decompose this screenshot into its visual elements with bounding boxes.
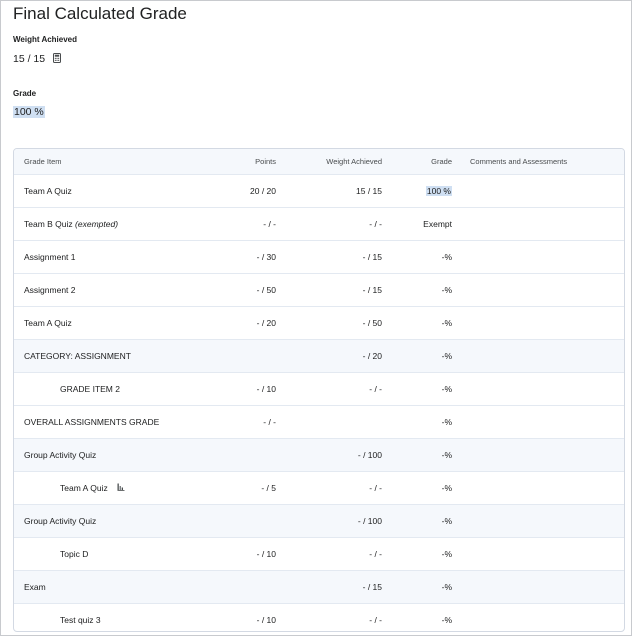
row-grade: -% [441, 582, 452, 592]
table-row [14, 537, 624, 570]
row-grade: -% [441, 384, 452, 394]
weight-achieved-row [13, 53, 61, 66]
row-weight: - / - [369, 615, 382, 625]
table-row [14, 174, 624, 207]
row-weight: - / - [369, 219, 382, 229]
row-weight: - / 15 [362, 582, 382, 592]
row-grade: -% [441, 285, 452, 295]
category-row [14, 570, 624, 603]
row-weight: - / 15 [362, 252, 382, 262]
exempted-note: (exempted) [75, 219, 119, 229]
weight-achieved-value: 15 / 15 [13, 53, 46, 65]
category-row [14, 504, 624, 537]
row-points: - / 50 [256, 285, 276, 295]
row-name-text: Team A Quiz [60, 483, 108, 493]
row-points: - / 20 [256, 318, 276, 328]
row-points: - / 10 [256, 549, 276, 559]
header-points: Points [255, 157, 276, 166]
row-points: - / 30 [256, 252, 276, 262]
row-points: - / - [263, 219, 276, 229]
row-points: 20 / 20 [250, 186, 276, 196]
row-name: Test quiz 3 [60, 615, 101, 625]
row-weight: - / 15 [362, 285, 382, 295]
row-name: Team A Quiz [24, 318, 72, 328]
row-weight: - / - [369, 384, 382, 394]
row-name: Team A Quiz [24, 186, 72, 196]
row-name: Exam [24, 582, 46, 592]
row-weight: - / - [369, 483, 382, 493]
row-points: - / 10 [256, 615, 276, 625]
header-grade: Grade [431, 157, 452, 166]
table-row [14, 471, 624, 504]
row-name: CATEGORY: ASSIGNMENT [24, 351, 131, 361]
table-row [14, 603, 624, 632]
row-grade: -% [441, 351, 452, 361]
row-grade: Exempt [423, 219, 452, 229]
row-weight: - / 100 [357, 516, 382, 526]
grade-value: 100 % [14, 106, 44, 118]
row-points [214, 505, 276, 537]
row-grade-value: 100 % [426, 186, 451, 196]
bar-chart-icon[interactable] [117, 483, 125, 493]
row-points: - / - [263, 417, 276, 427]
row-name [24, 208, 118, 240]
row-weight [314, 406, 382, 438]
page-title: Final Calculated Grade [13, 4, 187, 23]
row-name: Assignment 1 [24, 252, 76, 262]
weight-achieved-label: Weight Achieved [13, 35, 78, 44]
row-name: OVERALL ASSIGNMENTS GRADE [24, 417, 160, 427]
row-grade [404, 175, 452, 207]
row-grade: -% [441, 252, 452, 262]
row-points [214, 571, 276, 603]
row-grade: -% [441, 318, 452, 328]
row-name-text: Team B Quiz [24, 219, 73, 229]
row-name: GRADE ITEM 2 [60, 384, 120, 394]
row-grade: -% [441, 417, 452, 427]
row-grade: -% [441, 516, 452, 526]
table-row [14, 240, 624, 273]
row-points [214, 439, 276, 471]
row-weight: - / - [369, 549, 382, 559]
table-row [14, 405, 624, 438]
table-header-row [14, 149, 624, 174]
row-points: - / 5 [261, 483, 276, 493]
category-row [14, 339, 624, 372]
table-row [14, 273, 624, 306]
row-grade: -% [441, 615, 452, 625]
row-name: Topic D [60, 549, 89, 559]
row-points [214, 340, 276, 372]
row-weight: - / 100 [357, 450, 382, 460]
row-grade: -% [441, 450, 452, 460]
header-comments: Comments and Assessments [470, 157, 568, 166]
header-weight-achieved: Weight Achieved [326, 157, 382, 166]
row-weight: - / 20 [362, 351, 382, 361]
row-name [60, 472, 125, 504]
table-row [14, 372, 624, 405]
table-row [14, 306, 624, 339]
row-points: - / 10 [256, 384, 276, 394]
calculator-icon[interactable] [53, 53, 61, 66]
row-grade: -% [441, 549, 452, 559]
row-grade: -% [441, 483, 452, 493]
row-weight: - / 50 [362, 318, 382, 328]
table-row [14, 207, 624, 240]
row-name: Group Activity Quiz [24, 516, 97, 526]
grade-value-row [13, 106, 45, 118]
grade-label: Grade [13, 89, 37, 98]
category-row [14, 438, 624, 471]
header-grade-item: Grade Item [24, 157, 62, 166]
row-name: Group Activity Quiz [24, 450, 97, 460]
grades-table [13, 148, 625, 632]
row-weight: 15 / 15 [356, 186, 382, 196]
row-name: Assignment 2 [24, 285, 76, 295]
